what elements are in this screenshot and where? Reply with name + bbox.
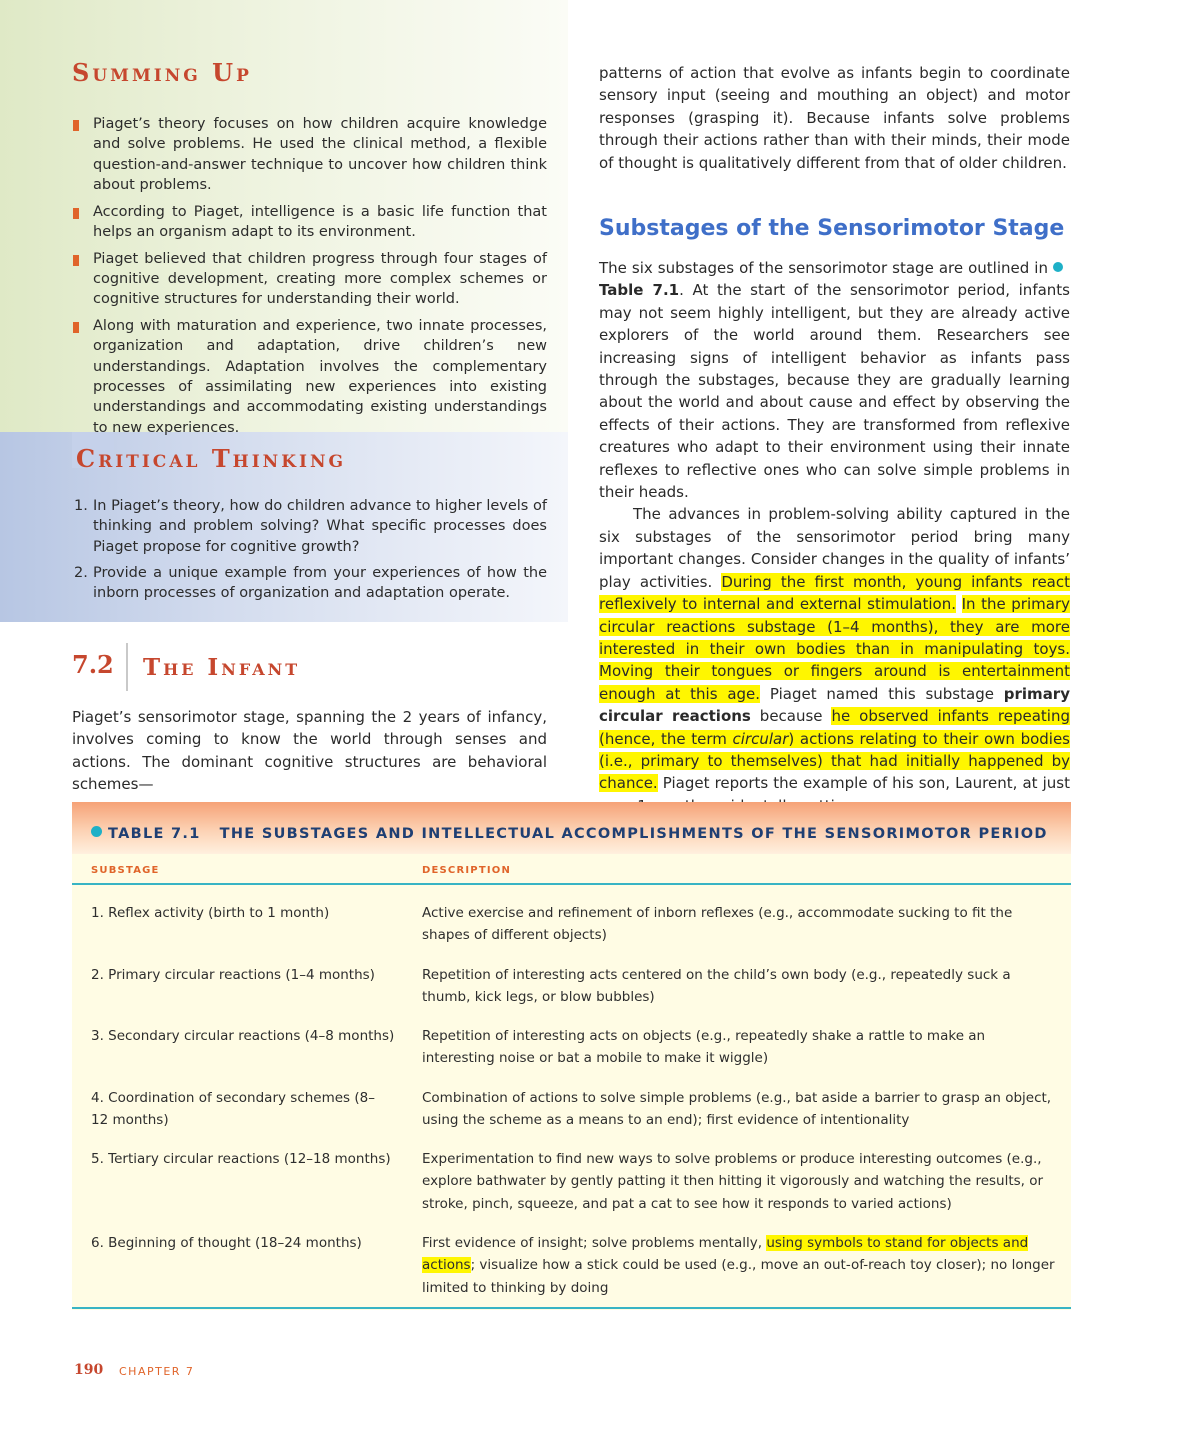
description-cell: Repetition of interesting acts centered on the child’s own body (e.g., repeatedly suck a thumb, kick legs, or blow bubbles) — [422, 967, 1011, 1006]
substage-cell: 3. Secondary circular reactions (4–8 months) — [91, 1028, 395, 1044]
bullet-square-icon — [73, 255, 79, 266]
substage-cell: 6. Beginning of thought (18–24 months) — [91, 1235, 362, 1251]
section-title: The Infant — [143, 654, 301, 681]
key-term: primary circular reactions — [599, 684, 1070, 726]
critical-thinking-heading: Critical Thinking — [76, 444, 347, 473]
highlight: Moving their tongues or fingers around is entertainment enough at this age. — [599, 662, 1070, 703]
substage-cell: 2. Primary circular reactions (1–4 months) — [91, 967, 375, 983]
highlight: using symbols to stand for objects and actions — [422, 1235, 1029, 1274]
highlight: In the primary circular reactions substage (1–4 months), they are more interested in their own bodies than in manipulating toys. — [599, 595, 1070, 658]
table-reference: Table 7.1 — [599, 281, 680, 300]
substages-heading: Substages of the Sensorimotor Stage — [599, 216, 1065, 241]
table-top-rule — [72, 883, 1071, 885]
description-cell: Active exercise and refinement of inborn reflexes (e.g., accommodate sucking to fit the shapes of different objects) — [422, 905, 1013, 944]
substage-cell: 5. Tertiary circular reactions (12–18 months) — [91, 1151, 391, 1167]
section-divider — [126, 643, 128, 691]
column-header-substage: SUBSTAGE — [91, 865, 160, 876]
continuation-paragraph: patterns of action that evolve as infants begin to coordinate sensory input (seeing and mouthing an object) and motor responses (grasping it). Because infants solve problems through their actions rather than with their minds, their mode of thought is qualitatively different from that of older children. — [599, 64, 1070, 172]
bullet-square-icon — [73, 322, 79, 333]
section-number: 7.2 — [72, 650, 114, 679]
description-cell: Experimentation to find new ways to solve problems or produce interesting outcomes (e.g., explore bathwater by gently patting it then hitting it vigorously and watching the results, or stroke, pinch, squeeze, and pat a cat to see how it responds to varied actions) — [422, 1151, 1044, 1212]
substage-cell: 4. Coordination of secondary schemes (8–12 months) — [91, 1090, 375, 1129]
bullet-square-icon — [73, 208, 79, 219]
table-title: TABLE 7.1 THE SUBSTAGES AND INTELLECTUAL ACCOMPLISHMENTS OF THE SENSORIMOTOR PERIOD — [91, 826, 1048, 842]
column-header-description: DESCRIPTION — [422, 865, 512, 876]
description-cell: First evidence of insight; solve problems mentally, using symbols to stand for objects and actions; visualize how a stick could be used (e.g., move an out-of-reach toy closer); no longer limited to thinking by doing — [422, 1235, 1055, 1296]
section-intro: Piaget’s sensorimotor stage, spanning the 2 years of infancy, involves coming to know the world through senses and actions. The dominant cognitive structures are behavioral schemes— — [72, 708, 547, 794]
chapter-label: CHAPTER 7 — [119, 1365, 195, 1378]
description-cell: Combination of actions to solve simple problems (e.g., bat aside a barrier to grasp an object, using the scheme as a means to an end); first evidence of intentionality — [422, 1090, 1052, 1129]
table-marker-icon — [1053, 262, 1063, 272]
bullet-square-icon — [73, 120, 79, 131]
summing-up-list — [72, 114, 547, 444]
highlight: he observed infants repeating (hence, the term circular) actions relating to their own bodies (i.e., primary to themselves) that had initially happened by chance. — [599, 707, 1070, 793]
list-item: Piaget’s theory focuses on how children acquire knowledge and solve problems. He used the clinical method, a flexible question-and-answer technique to uncover how children think about problems. — [72, 114, 547, 195]
paragraph-2: The advances in problem-solving ability captured in the six substages of the sensorimotor period bring many important changes. Consider changes in the quality of infants’ play activities. During the first month, young infants react reflexively to internal and external stimulation. In the primary circular reactions substage (1–4 months), they are more interested in their own bodies than in manipulating toys. Moving their tongues or fingers around is entertainment enough at this age. Piaget named this substage primary circular reactions because he observed infants repeating (hence, the term circular) actions relating to their own bodies (i.e., primary to themselves) that had initially happened by chance. Piaget reports the example of his son, Laurent, at just — [599, 505, 1070, 793]
page-number: 190 — [74, 1362, 104, 1378]
list-item: Piaget believed that children progress through four stages of cognitive development, creating more complex schemes or cognitive structures for understanding their world. — [72, 249, 547, 310]
highlight: During the first month, young infants react reflexively to internal and external stimulation. — [599, 572, 1070, 614]
summing-up-heading: Summing Up — [72, 58, 252, 87]
table-7-1 — [72, 802, 1071, 1310]
description-cell: Repetition of interesting acts on objects (e.g., repeatedly shake a rattle to make an interesting noise or bat a mobile to make it wiggle) — [422, 1028, 986, 1067]
table-bottom-rule — [72, 1307, 1071, 1309]
list-item: 1. In Piaget’s theory, how do children advance to higher levels of thinking and problem solving? What specific processes does Piaget propose for cognitive growth? — [74, 498, 547, 555]
list-item: Along with maturation and experience, two innate processes, organization and adaptation, drive children’s new understandings. Adaptation involves the complementary processes of assimilating new experiences into existing understandings and accommodating existing understandings to new experiences. — [72, 316, 547, 438]
list-item: According to Piaget, intelligence is a basic life function that helps an organism adapt to its environment. — [72, 202, 547, 243]
paragraph-1: The six substages of the sensorimotor stage are outlined in Table 7.1. At the start of the sensorimotor period, infants may not seem highly intelligent, but they are already active explorers of the world around them. Researchers see increasing signs of intelligent behavior as infants pass through the substages, because they are gradually learning about the world and about cause and effect by observing the effects of their actions. They are transformed from reflexive creatures who adapt to their environment using their innate reflexes to reflective ones who can solve simple problems in their heads. — [599, 259, 1070, 502]
critical-thinking-list — [72, 496, 547, 609]
table-marker-icon — [91, 826, 102, 837]
list-item: 2. Provide a unique example from your experiences of how the inborn processes of organization and adaptation operate. — [74, 564, 547, 602]
substages-body — [599, 257, 1070, 817]
substage-cell: 1. Reflex activity (birth to 1 month) — [91, 905, 330, 921]
